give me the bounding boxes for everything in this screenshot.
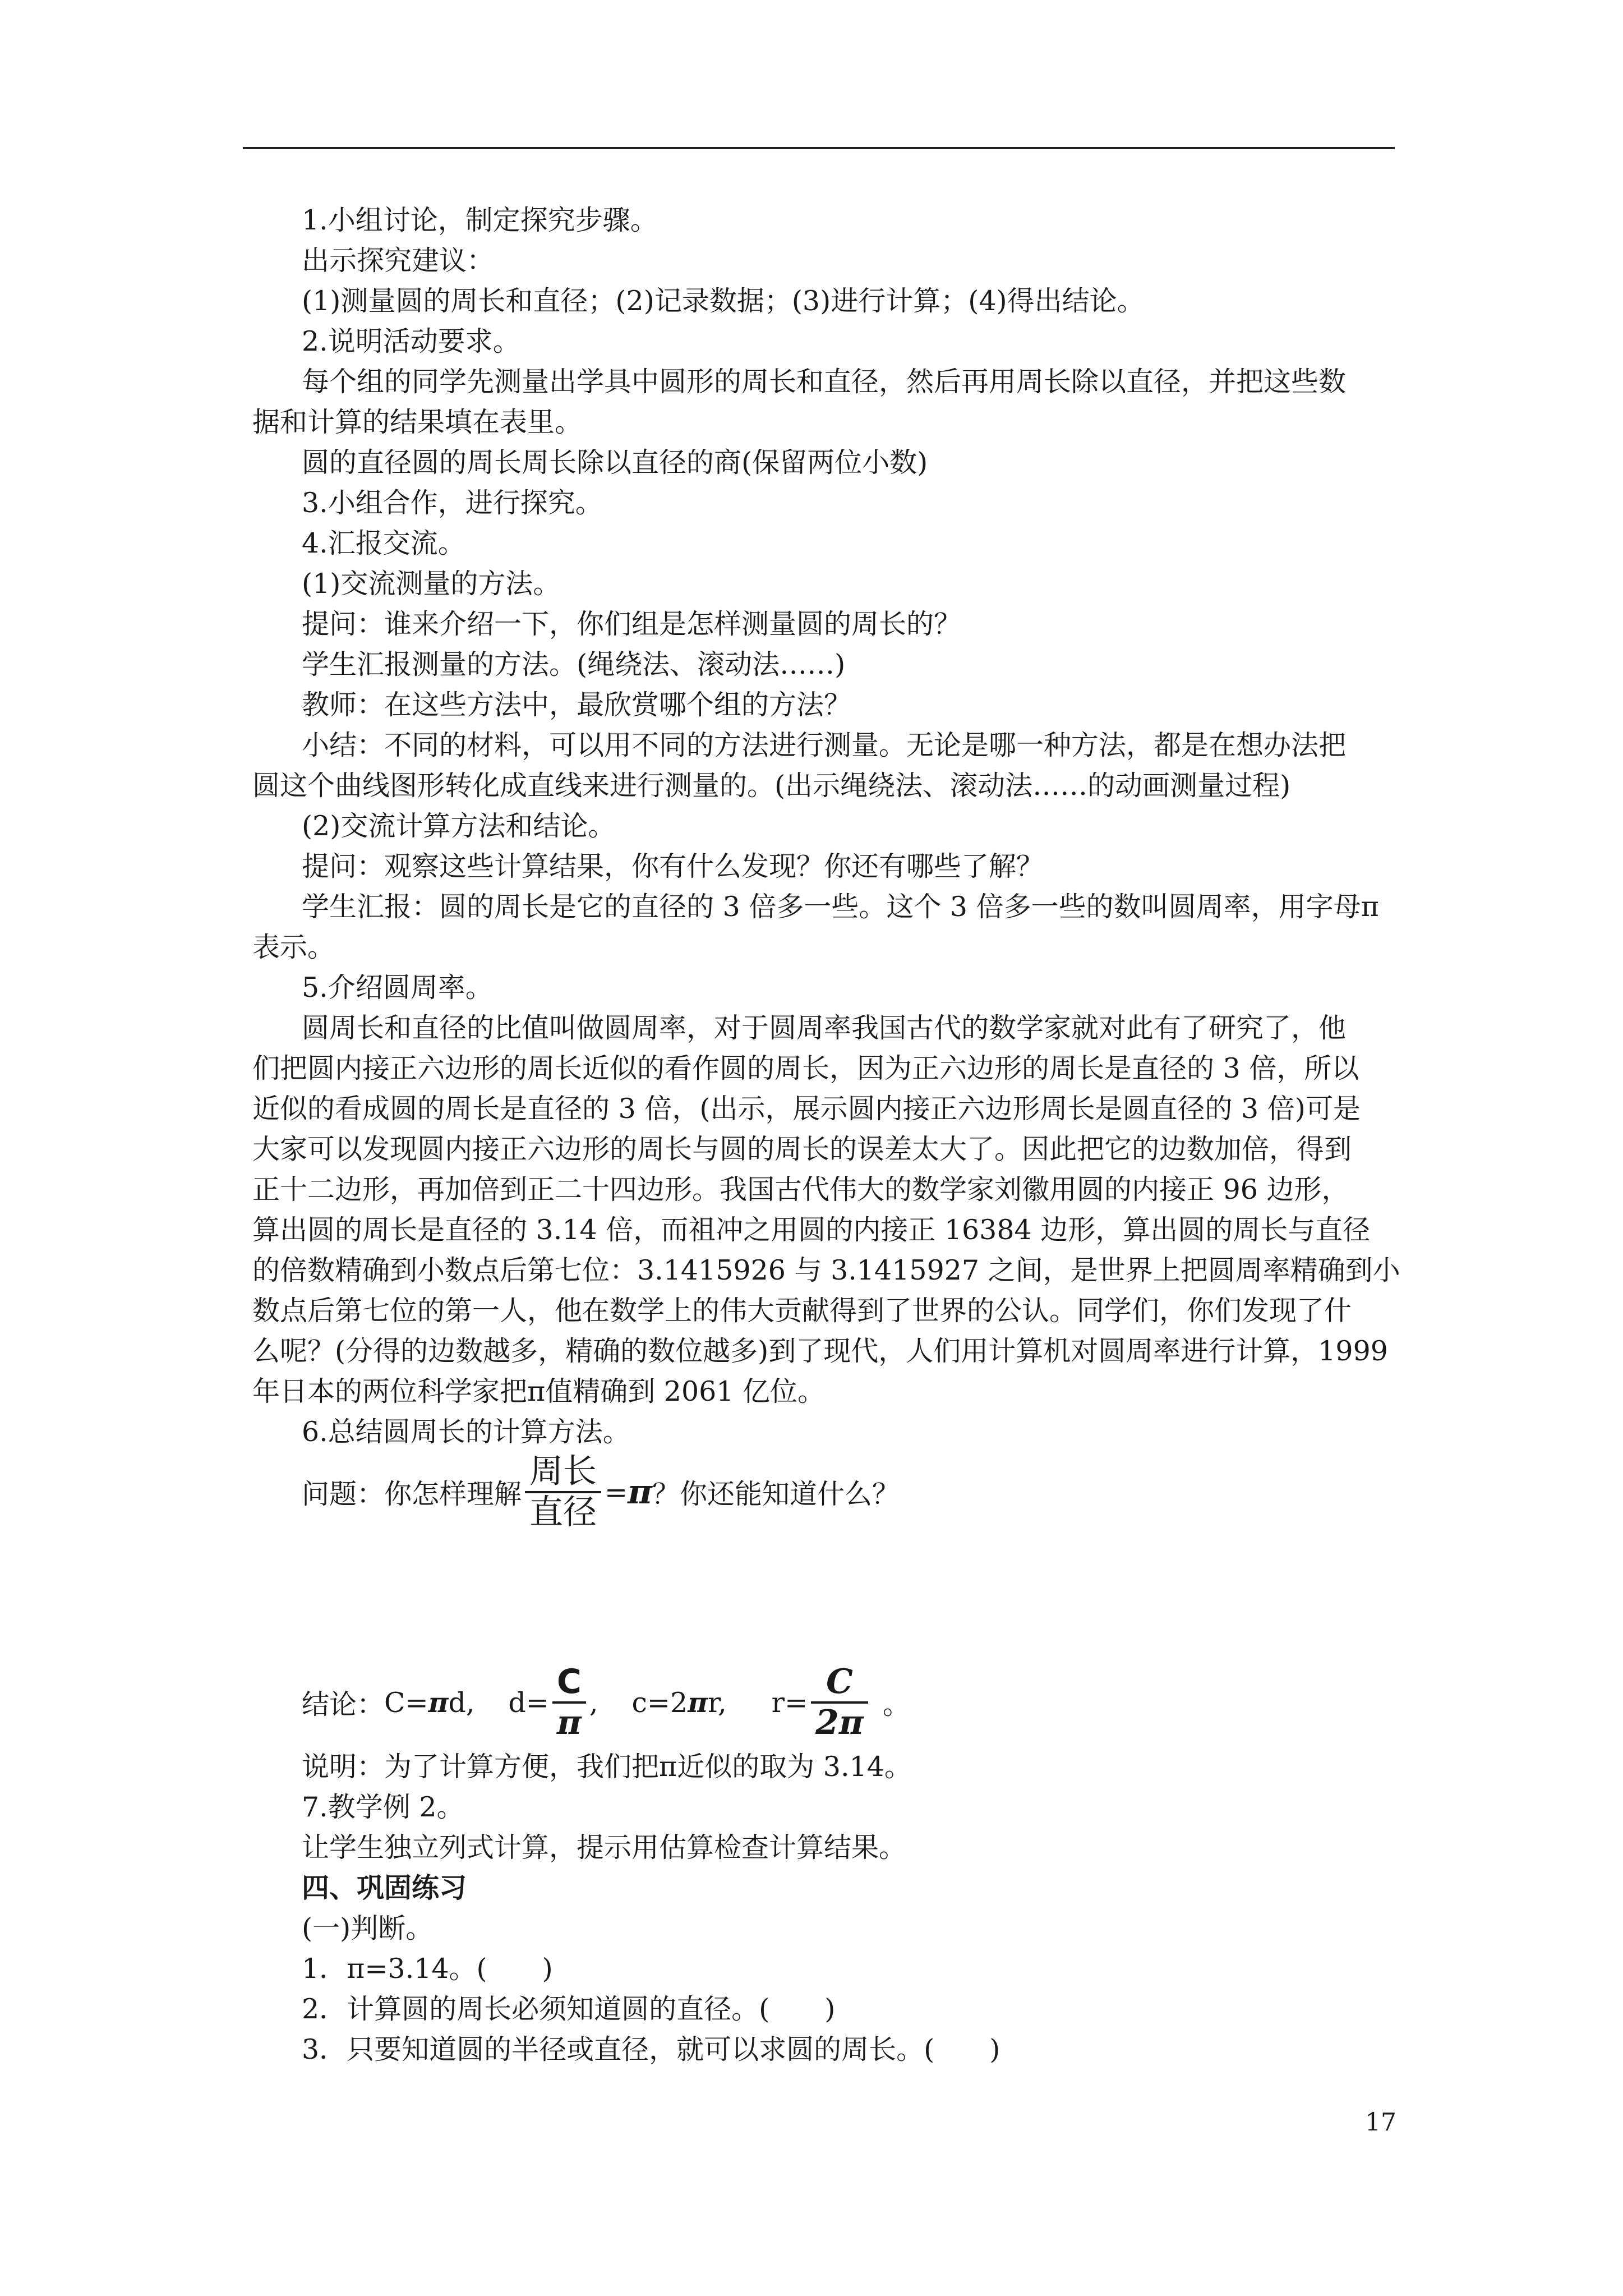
text-line: (一)判断。 bbox=[302, 1912, 434, 1944]
text-line: (2)交流计算方法和结论。 bbox=[302, 810, 616, 842]
text-line: 学生汇报：圆的周长是它的直径的 3 倍多一些。这个 3 倍多一些的数叫圆周率，用字母π bbox=[302, 891, 1379, 923]
fraction-denominator: π bbox=[556, 1703, 582, 1742]
formula-c2-part1: c=2 bbox=[631, 1686, 688, 1719]
header-rule bbox=[243, 147, 1395, 149]
text-line: 1.小组讨论，制定探究步骤。 bbox=[302, 204, 658, 236]
formula-c-part2: d, bbox=[448, 1686, 475, 1719]
fraction-numerator: C bbox=[552, 1663, 586, 1704]
text-line: (1)测量圆的周长和直径；(2)记录数据；(3)进行计算；(4)得出结论。 bbox=[302, 285, 1145, 317]
formula-c2-part2: r, bbox=[708, 1686, 727, 1719]
text-line: 教师：在这些方法中，最欣赏哪个组的方法？ bbox=[302, 689, 852, 721]
text-line: 说明：为了计算方便，我们把π近似的取为 3.14。 bbox=[302, 1751, 912, 1783]
pi-symbol: π bbox=[688, 1686, 708, 1719]
page-number: 17 bbox=[1365, 2108, 1396, 2137]
text-line: 5.介绍圆周率。 bbox=[302, 972, 493, 1004]
formula-c-part1: C= bbox=[384, 1686, 428, 1719]
fraction-circumference-over-diameter bbox=[525, 1452, 601, 1532]
text-line: 年日本的两位科学家把π值精确到 2061 亿位。 bbox=[252, 1375, 826, 1407]
text-line: 大家可以发现圆内接正六边形的周长与圆的周长的误差太大了。因此把它的边数加倍，得到 bbox=[252, 1133, 1352, 1165]
text-line: 们把圆内接正六边形的周长近似的看作圆的周长，因为正六边形的周长是直径的 3 倍，所以 bbox=[252, 1052, 1359, 1084]
fraction-denominator: 2π bbox=[815, 1703, 864, 1742]
text-line: 数点后第七位的第一人，他在数学上的伟大贡献得到了世界的公认。同学们，你们发现了什 bbox=[252, 1295, 1352, 1327]
text-line: 小结：不同的材料，可以用不同的方法进行测量。无论是哪一种方法，都是在想办法把 bbox=[302, 729, 1347, 761]
text-line: 学生汇报测量的方法。(绳绕法、滚动法……) bbox=[302, 648, 846, 680]
text-line: 圆周长和直径的比值叫做圆周率，对于圆周率我国古代的数学家就对此有了研究了，他 bbox=[302, 1012, 1347, 1044]
equals-sign: = bbox=[605, 1476, 628, 1508]
text-line: 1．π=3.14。( ) bbox=[302, 1953, 553, 1985]
text-line: 提问：谁来介绍一下，你们组是怎样测量圆的周长的？ bbox=[302, 608, 962, 640]
fraction-numerator: 周长 bbox=[525, 1452, 601, 1493]
text-line: 正十二边形，再加倍到正二十四边形。我国古代伟大的数学家刘徽用圆的内接正 96 边形， bbox=[252, 1174, 1349, 1205]
fraction-denominator: 直径 bbox=[529, 1493, 597, 1532]
formula-d-label: d= bbox=[508, 1686, 549, 1719]
fraction-c-over-2pi bbox=[811, 1663, 868, 1742]
text-line: 4.汇报交流。 bbox=[302, 527, 465, 559]
question-formula-line bbox=[302, 1453, 900, 1531]
text-line: 2.说明活动要求。 bbox=[302, 325, 520, 357]
question-prefix: 问题：你怎样理解 bbox=[302, 1478, 522, 1510]
text-line: 算出圆的周长是直径的 3.14 倍，而祖冲之用圆的内接正 16384 边形，算出圆的周长与直径 bbox=[252, 1214, 1371, 1246]
pi-symbol: π bbox=[428, 1686, 449, 1719]
text-line: 2．计算圆的周长必须知道圆的直径。( ) bbox=[302, 1993, 836, 2025]
formula-r-label: r= bbox=[771, 1686, 808, 1719]
pi-symbol: π bbox=[628, 1473, 652, 1512]
conclusion-formula-line bbox=[302, 1660, 910, 1745]
text-line: 表示。 bbox=[252, 931, 335, 963]
conclusion-prefix: 结论： bbox=[302, 1688, 385, 1720]
text-line: 圆这个曲线图形转化成直线来进行测量的。(出示绳绕法、滚动法……的动画测量过程) bbox=[252, 770, 1291, 802]
text-line: 3．只要知道圆的半径或直径，就可以求圆的周长。( ) bbox=[302, 2033, 1000, 2065]
text-line: 的倍数精确到小数点后第七位：3.1415926 与 3.1415927 之间，是世界上把圆周率精确到小 bbox=[252, 1254, 1400, 1286]
fraction-numerator: C bbox=[811, 1663, 868, 1704]
text-line: 提问：观察这些计算结果，你有什么发现？你还有哪些了解？ bbox=[302, 850, 1044, 882]
formula-d-after: , bbox=[589, 1686, 598, 1719]
text-line: 出示探究建议： bbox=[302, 245, 495, 277]
text-line: 近似的看成圆的周长是直径的 3 倍，(出示，展示圆内接正六边形周长是圆直径的 3 倍)可是 bbox=[252, 1093, 1361, 1125]
text-line: 么呢？(分得的边数越多，精确的数位越多)到了现代，人们用计算机对圆周率进行计算，1999 bbox=[252, 1335, 1388, 1367]
fraction-c-over-pi bbox=[552, 1663, 586, 1742]
formula-end: 。 bbox=[882, 1688, 910, 1720]
text-line: 圆的直径圆的周长周长除以直径的商(保留两位小数) bbox=[302, 447, 928, 478]
section-heading: 四、巩固练习 bbox=[302, 1872, 467, 1904]
text-line: 让学生独立列式计算，提示用估算检查计算结果。 bbox=[302, 1832, 907, 1864]
text-line: (1)交流测量的方法。 bbox=[302, 568, 561, 600]
text-line: 3.小组合作，进行探究。 bbox=[302, 487, 603, 519]
text-line: 7.教学例 2。 bbox=[302, 1791, 464, 1823]
question-suffix: ？你还能知道什么？ bbox=[652, 1478, 900, 1510]
text-line: 6.总结圆周长的计算方法。 bbox=[302, 1416, 630, 1448]
text-line: 每个组的同学先测量出学具中圆形的周长和直径，然后再用周长除以直径，并把这些数 bbox=[302, 366, 1347, 398]
text-line: 据和计算的结果填在表里。 bbox=[252, 406, 583, 438]
